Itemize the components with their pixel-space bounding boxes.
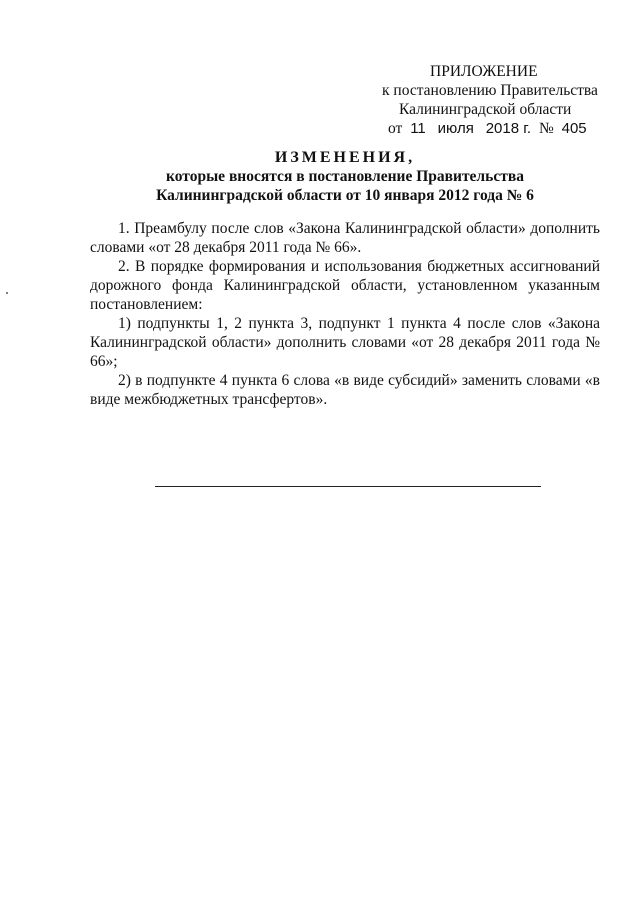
appendix-date-line [360,119,610,138]
heading-line-3: Калининградской области от 10 января 2012 года № 6 [156,187,534,204]
document-heading [90,148,600,205]
date-year: 2018 г. [485,120,532,137]
appendix-block [360,62,610,138]
paragraph-2: 2. В порядке формирования и использования бюджетных ассигнований дорожного фонда Калининградской области, установленном указанным постановлением: [90,258,600,313]
resolution-number: 405 [561,120,587,137]
heading-title: ИЗМЕНЕНИЯ, [274,149,416,166]
date-day: 11 [410,120,426,137]
appendix-line-resolution: к постановлению Правительства [382,82,598,99]
heading-line-2: которые вносятся в постановление Правительства [166,168,524,185]
paragraph-4: 2) в подпункте 4 пункта 6 слова «в виде субсидий» заменить словами «в виде межбюджетных трансфертов». [90,372,600,408]
scan-speck [6,292,8,294]
number-sign: № [538,120,554,137]
appendix-line-region: Калининградской области [399,101,572,118]
appendix-title: ПРИЛОЖЕНИЕ [430,63,538,80]
paragraph-3: 1) подпункты 1, 2 пункта 3, подпункт 1 пункта 4 после слов «Закона Калининградской области» дополнить словами «от 28 декабря 2011 года № 66»; [90,315,600,370]
document-body [90,219,600,409]
date-prefix: от [388,120,403,137]
date-month: июля [437,120,474,137]
end-rule-divider [155,486,541,487]
paragraph-1: 1. Преамбулу после слов «Закона Калининградской области» дополнить словами «от 28 декабря 2011 года № 66». [90,220,600,256]
